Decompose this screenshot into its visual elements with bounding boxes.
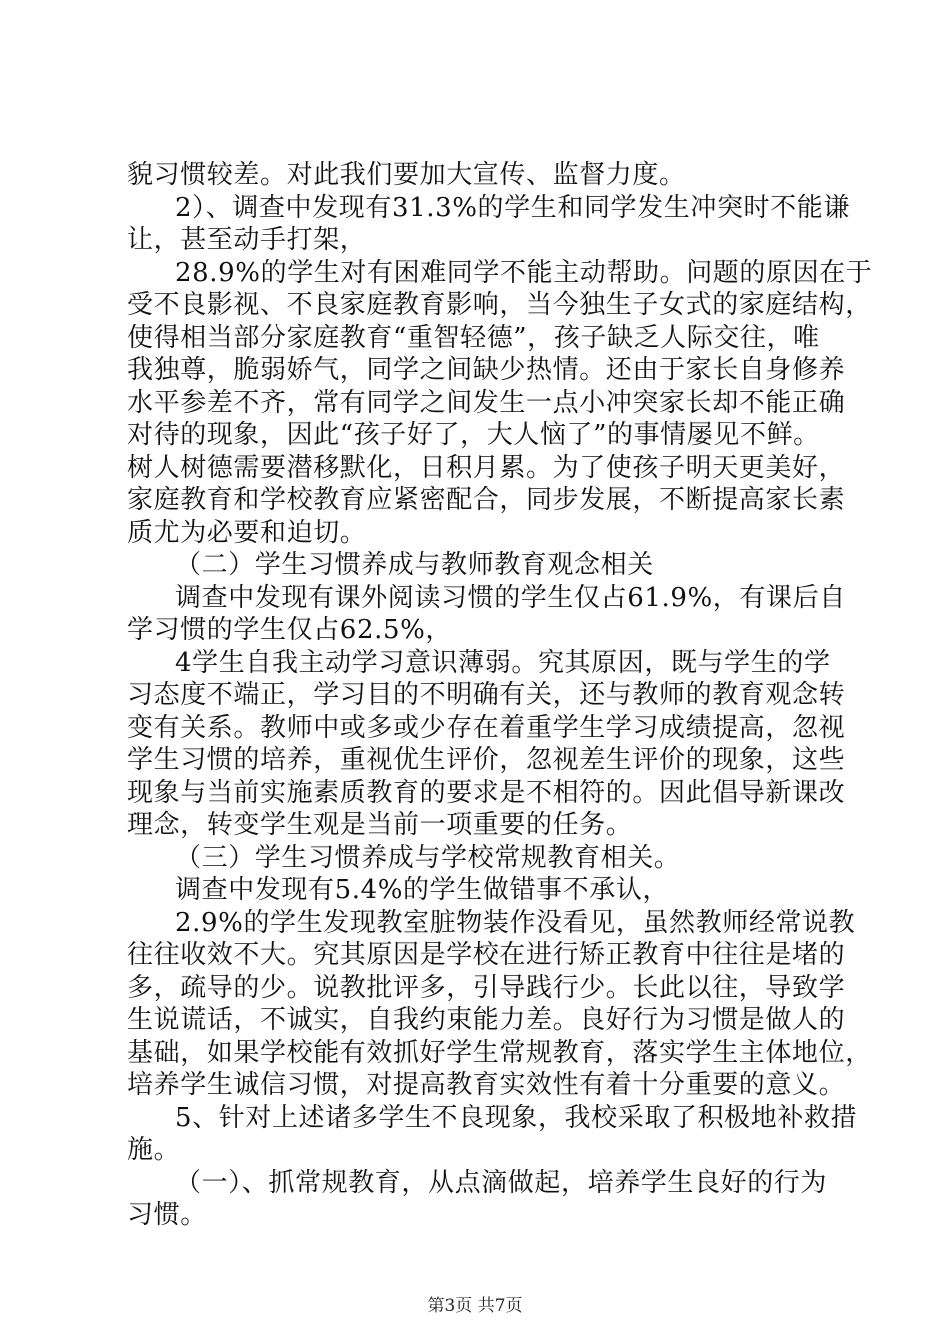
text-line: 4学生自我主动学习意识薄弱。究其原因，既与学生的学 (175, 648, 831, 678)
text-line: 我独尊，脆弱娇气，同学之间缺少热情。还由于家长自身修养 (127, 355, 846, 385)
text-line: 调查中发现有5.4%的学生做错事不承认， (175, 875, 670, 905)
text-line: 让，甚至动手打架， (127, 225, 367, 255)
text-line: 调查中发现有课外阅读习惯的学生仅占61.9%，有课后自 (175, 583, 846, 613)
text-line: 2）、调查中发现有31.3%的学生和同学发生冲突时不能谦 (175, 193, 850, 223)
text-line: 5、针对上述诸多学生不良现象，我校采取了积极地补救措 (175, 1103, 858, 1133)
text-line: 往往收效不大。究其原因是学校在进行矫正教育中往往是堵的 (127, 940, 846, 970)
text-line: 对待的现象，因此“孩子好了，大人恼了”的事情屡见不鲜。 (127, 420, 820, 450)
text-line: 树人树德需要潜移默化，日积月累。为了使孩子明天更美好， (127, 453, 846, 483)
text-line: 使得相当部分家庭教育“重智轻德”，孩子缺乏人际交往，唯 (127, 323, 820, 353)
text-line: 培养学生诚信习惯，对提高教育实效性有着十分重要的意义。 (127, 1070, 846, 1100)
section-heading: （三）学生习惯养成与学校常规教育相关。 (175, 843, 681, 873)
text-line: 现象与当前实施素质教育的要求是不相符的。因此倡导新课改 (127, 778, 846, 808)
text-line: 学习惯的学生仅占62.5%， (127, 615, 452, 645)
text-line: 受不良影视、不良家庭教育影响，当今独生子女式的家庭结构， (127, 290, 872, 320)
page-number: 第3页 共7页 (427, 1296, 523, 1316)
text-line: 习态度不端正，学习目的不明确有关，还与教师的教育观念转 (127, 680, 846, 710)
text-line: 多，疏导的少。说教批评多，引导践行少。长此以往，导致学 (127, 973, 846, 1003)
text-line: 施。 (127, 1135, 181, 1165)
text-line: 学生习惯的培养，重视优生评价，忽视差生评价的现象，这些 (127, 745, 846, 775)
text-line: 貌习惯较差。对此我们要加大宣传、监督力度。 (127, 160, 686, 190)
text-line: 家庭教育和学校教育应紧密配合，同步发展，不断提高家长素 (127, 485, 846, 515)
text-line: 基础，如果学校能有效抓好学生常规教育，落实学生主体地位， (127, 1038, 872, 1068)
text-line: 水平参差不齐，常有同学之间发生一点小冲突家长却不能正确 (127, 388, 846, 418)
text-line: 理念，转变学生观是当前一项重要的任务。 (127, 810, 633, 840)
section-heading: （二）学生习惯养成与教师教育观念相关 (175, 550, 654, 580)
text-line: 28.9%的学生对有困难同学不能主动帮助。问题的原因在于 (175, 258, 873, 288)
text-line: 质尤为必要和迫切。 (127, 518, 367, 548)
text-line: 生说谎话，不诚实，自我约束能力差。良好行为习惯是做人的 (127, 1005, 846, 1035)
text-line: 习惯。 (127, 1200, 207, 1230)
text-line: 变有关系。教师中或多或少存在着重学生学习成绩提高，忽视 (127, 713, 846, 743)
section-heading: （一）、抓常规教育，从点滴做起，培养学生良好的行为 (175, 1168, 828, 1198)
text-line: 2.9%的学生发现教室脏物装作没看见，虽然教师经常说教 (175, 908, 856, 938)
